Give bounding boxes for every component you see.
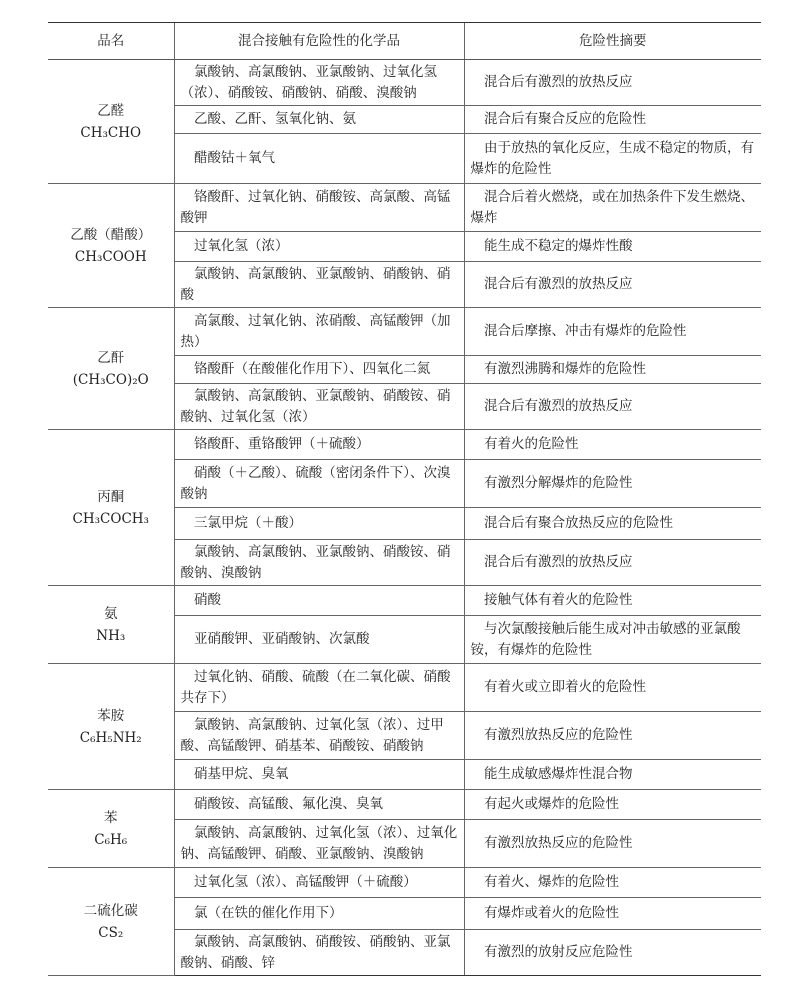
product-name-cell [48,308,174,430]
table-header-row [48,23,761,60]
hazard-cell: 有爆炸或着火的危险性 [464,898,761,930]
product-formula: (CH₃CO)₂O [72,371,149,388]
chemicals-cell: 氯酸钠、高氯酸钠、亚氯酸钠、硝酸铵、硝酸钠、溴酸钠 [174,540,464,586]
chemicals-cell: 铬酸酐、重铬酸钾（＋硫酸） [174,430,464,460]
chemicals-cell: 硝酸铵、高锰酸、氟化溴、臭氧 [174,790,464,820]
product-name-cell [48,790,174,868]
chemicals-cell: 铬酸酐、过氧化钠、硝酸铵、高氯酸、高锰酸钾 [174,184,464,232]
table-row [48,60,761,106]
chemicals-cell: 硝酸 [174,586,464,616]
hazard-cell: 与次氯酸接触后能生成对冲击敏感的亚氯酸铵，有爆炸的危险性 [464,616,761,664]
product-name-cell [48,868,174,976]
header-dangerous-chemicals: 混合接触有危险性的化学品 [174,23,464,60]
table-row [48,430,761,460]
product-name-cell [48,664,174,790]
product-formula: C₆H₅NH₂ [79,729,142,746]
hazard-cell: 有着火或立即着火的危险性 [464,664,761,712]
hazard-cell: 接触气体有着火的危险性 [464,586,761,616]
product-formula: CH₃COOH [74,248,147,265]
product-name-cell [48,60,174,184]
table-row [48,790,761,820]
hazard-cell: 混合后有聚合反应的危险性 [464,106,761,134]
product-formula: CH₃CHO [80,124,142,141]
hazard-cell: 混合后有激烈的放热反应 [464,384,761,430]
table-row [48,184,761,232]
chemicals-cell: 醋酸钴＋氧气 [174,134,464,184]
hazard-cell: 能生成不稳定的爆炸性酸 [464,232,761,262]
hazard-table [48,22,761,976]
chemicals-cell: 亚硝酸钾、亚硝酸钠、次氯酸 [174,616,464,664]
hazard-cell: 有激烈放热反应的危险性 [464,712,761,760]
chemicals-cell: 三氯甲烷（＋酸） [174,508,464,540]
hazard-cell: 混合后有激烈的放热反应 [464,540,761,586]
product-name: 苯 [104,809,118,826]
hazard-cell: 混合后有激烈的放热反应 [464,60,761,106]
chemicals-cell: 过氧化钠、硝酸、硫酸（在二氧化碳、硝酸共存下） [174,664,464,712]
hazard-cell: 混合后着火燃烧，或在加热条件下发生燃烧、爆炸 [464,184,761,232]
chemicals-cell: 氯酸钠、高氯酸钠、亚氯酸钠、硝酸铵、硝酸钠、过氧化氢（浓） [174,384,464,430]
hazard-cell: 由于放热的氧化反应，生成不稳定的物质，有爆炸的危险性 [464,134,761,184]
table-row [48,586,761,616]
chemicals-cell: 氯酸钠、高氯酸钠、过氧化氢（浓）、过氧化钠、高锰酸钾、硝酸、亚氯酸钠、溴酸钠 [174,820,464,868]
product-name: 氨 [104,605,118,622]
chemicals-cell: 过氧化氢（浓）、高锰酸钾（＋硫酸） [174,868,464,898]
chemicals-cell: 氯（在铁的催化作用下） [174,898,464,930]
product-name: 乙酸（醋酸） [70,226,152,243]
product-name: 丙酮 [97,488,125,505]
product-name: 苯胺 [97,707,125,724]
product-name-cell [48,586,174,664]
product-name-cell [48,430,174,586]
chemicals-cell: 氯酸钠、高氯酸钠、亚氯酸钠、硝酸钠、硝酸 [174,262,464,308]
chemicals-cell: 氯酸钠、高氯酸钠、过氧化氢（浓）、过甲酸、高锰酸钾、硝基苯、硝酸铵、硝酸钠 [174,712,464,760]
product-name: 乙酐 [97,349,125,366]
chemicals-cell: 过氧化氢（浓） [174,232,464,262]
chemicals-cell: 硝酸（＋乙酸）、硫酸（密闭条件下）、次溴酸钠 [174,460,464,508]
hazard-cell: 有着火、爆炸的危险性 [464,868,761,898]
chemicals-cell: 硝基甲烷、臭氧 [174,760,464,790]
table-row [48,868,761,898]
product-formula: C₆H₆ [94,831,128,848]
hazard-cell: 混合后有激烈的放热反应 [464,262,761,308]
table-row [48,664,761,712]
product-formula: CS₂ [98,924,124,941]
chemicals-cell: 氯酸钠、高氯酸钠、硝酸铵、硝酸钠、亚氯酸钠、硝酸、锌 [174,930,464,976]
product-name: 二硫化碳 [83,902,138,919]
hazard-cell: 有激烈沸腾和爆炸的危险性 [464,356,761,384]
hazard-cell: 混合后摩擦、冲击有爆炸的危险性 [464,308,761,356]
hazard-cell: 能生成敏感爆炸性混合物 [464,760,761,790]
table-row [48,308,761,356]
chemicals-cell: 氯酸钠、高氯酸钠、亚氯酸钠、过氧化氢（浓）、硝酸铵、硝酸钠、硝酸、溴酸钠 [174,60,464,106]
header-product-name: 品名 [48,23,174,60]
chemicals-cell: 高氯酸、过氧化钠、浓硝酸、高锰酸钾（加热） [174,308,464,356]
chemicals-cell: 铬酸酐（在酸催化作用下）、四氧化二氮 [174,356,464,384]
hazard-cell: 有激烈放热反应的危险性 [464,820,761,868]
product-formula: NH₃ [96,627,126,644]
product-name-cell [48,184,174,308]
product-name: 乙醛 [97,102,125,119]
product-formula: CH₃COCH₃ [72,510,149,527]
hazard-cell: 有起火或爆炸的危险性 [464,790,761,820]
hazard-cell: 有激烈的放射反应危险性 [464,930,761,976]
hazard-cell: 有着火的危险性 [464,430,761,460]
chemicals-cell: 乙酸、乙酐、氢氧化钠、氨 [174,106,464,134]
hazard-cell: 有激烈分解爆炸的危险性 [464,460,761,508]
header-hazard-summary: 危险性摘要 [464,23,761,60]
table-body [48,60,761,976]
hazard-cell: 混合后有聚合放热反应的危险性 [464,508,761,540]
